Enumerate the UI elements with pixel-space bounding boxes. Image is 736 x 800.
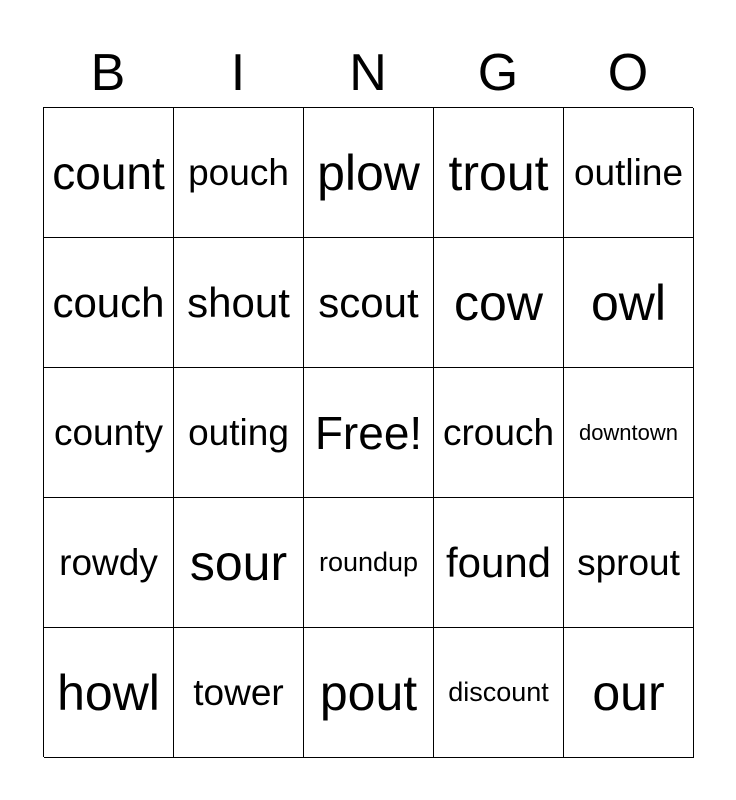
bingo-cell[interactable]: trout	[434, 108, 564, 238]
bingo-cell[interactable]: howl	[44, 628, 174, 758]
bingo-cell[interactable]: plow	[304, 108, 434, 238]
header-letter-b: B	[90, 44, 126, 102]
bingo-cell[interactable]: cow	[434, 238, 564, 368]
bingo-cell[interactable]: sprout	[564, 498, 694, 628]
bingo-cell[interactable]: outline	[564, 108, 694, 238]
bingo-cell[interactable]: crouch	[434, 368, 564, 498]
bingo-cell[interactable]: scout	[304, 238, 434, 368]
bingo-cell[interactable]: pout	[304, 628, 434, 758]
bingo-cell[interactable]: roundup	[304, 498, 434, 628]
header-letter-g: G	[477, 44, 519, 102]
bingo-cell[interactable]: discount	[434, 628, 564, 758]
free-space-cell[interactable]: Free!	[304, 368, 434, 498]
bingo-cell[interactable]: owl	[564, 238, 694, 368]
header-letter-o: O	[607, 44, 649, 102]
bingo-cell[interactable]: sour	[174, 498, 304, 628]
bingo-cell[interactable]: outing	[174, 368, 304, 498]
bingo-cell[interactable]: shout	[174, 238, 304, 368]
bingo-cell[interactable]: found	[434, 498, 564, 628]
bingo-cell[interactable]: tower	[174, 628, 304, 758]
bingo-cell[interactable]: couch	[44, 238, 174, 368]
bingo-cell[interactable]: our	[564, 628, 694, 758]
bingo-grid	[43, 107, 693, 757]
header-letter-n: N	[349, 44, 387, 102]
bingo-cell[interactable]: pouch	[174, 108, 304, 238]
header-letter-i: I	[230, 44, 246, 102]
bingo-cell[interactable]: county	[44, 368, 174, 498]
bingo-cell[interactable]: downtown	[564, 368, 694, 498]
bingo-cell[interactable]: count	[44, 108, 174, 238]
bingo-header	[43, 40, 693, 106]
bingo-cell[interactable]: rowdy	[44, 498, 174, 628]
